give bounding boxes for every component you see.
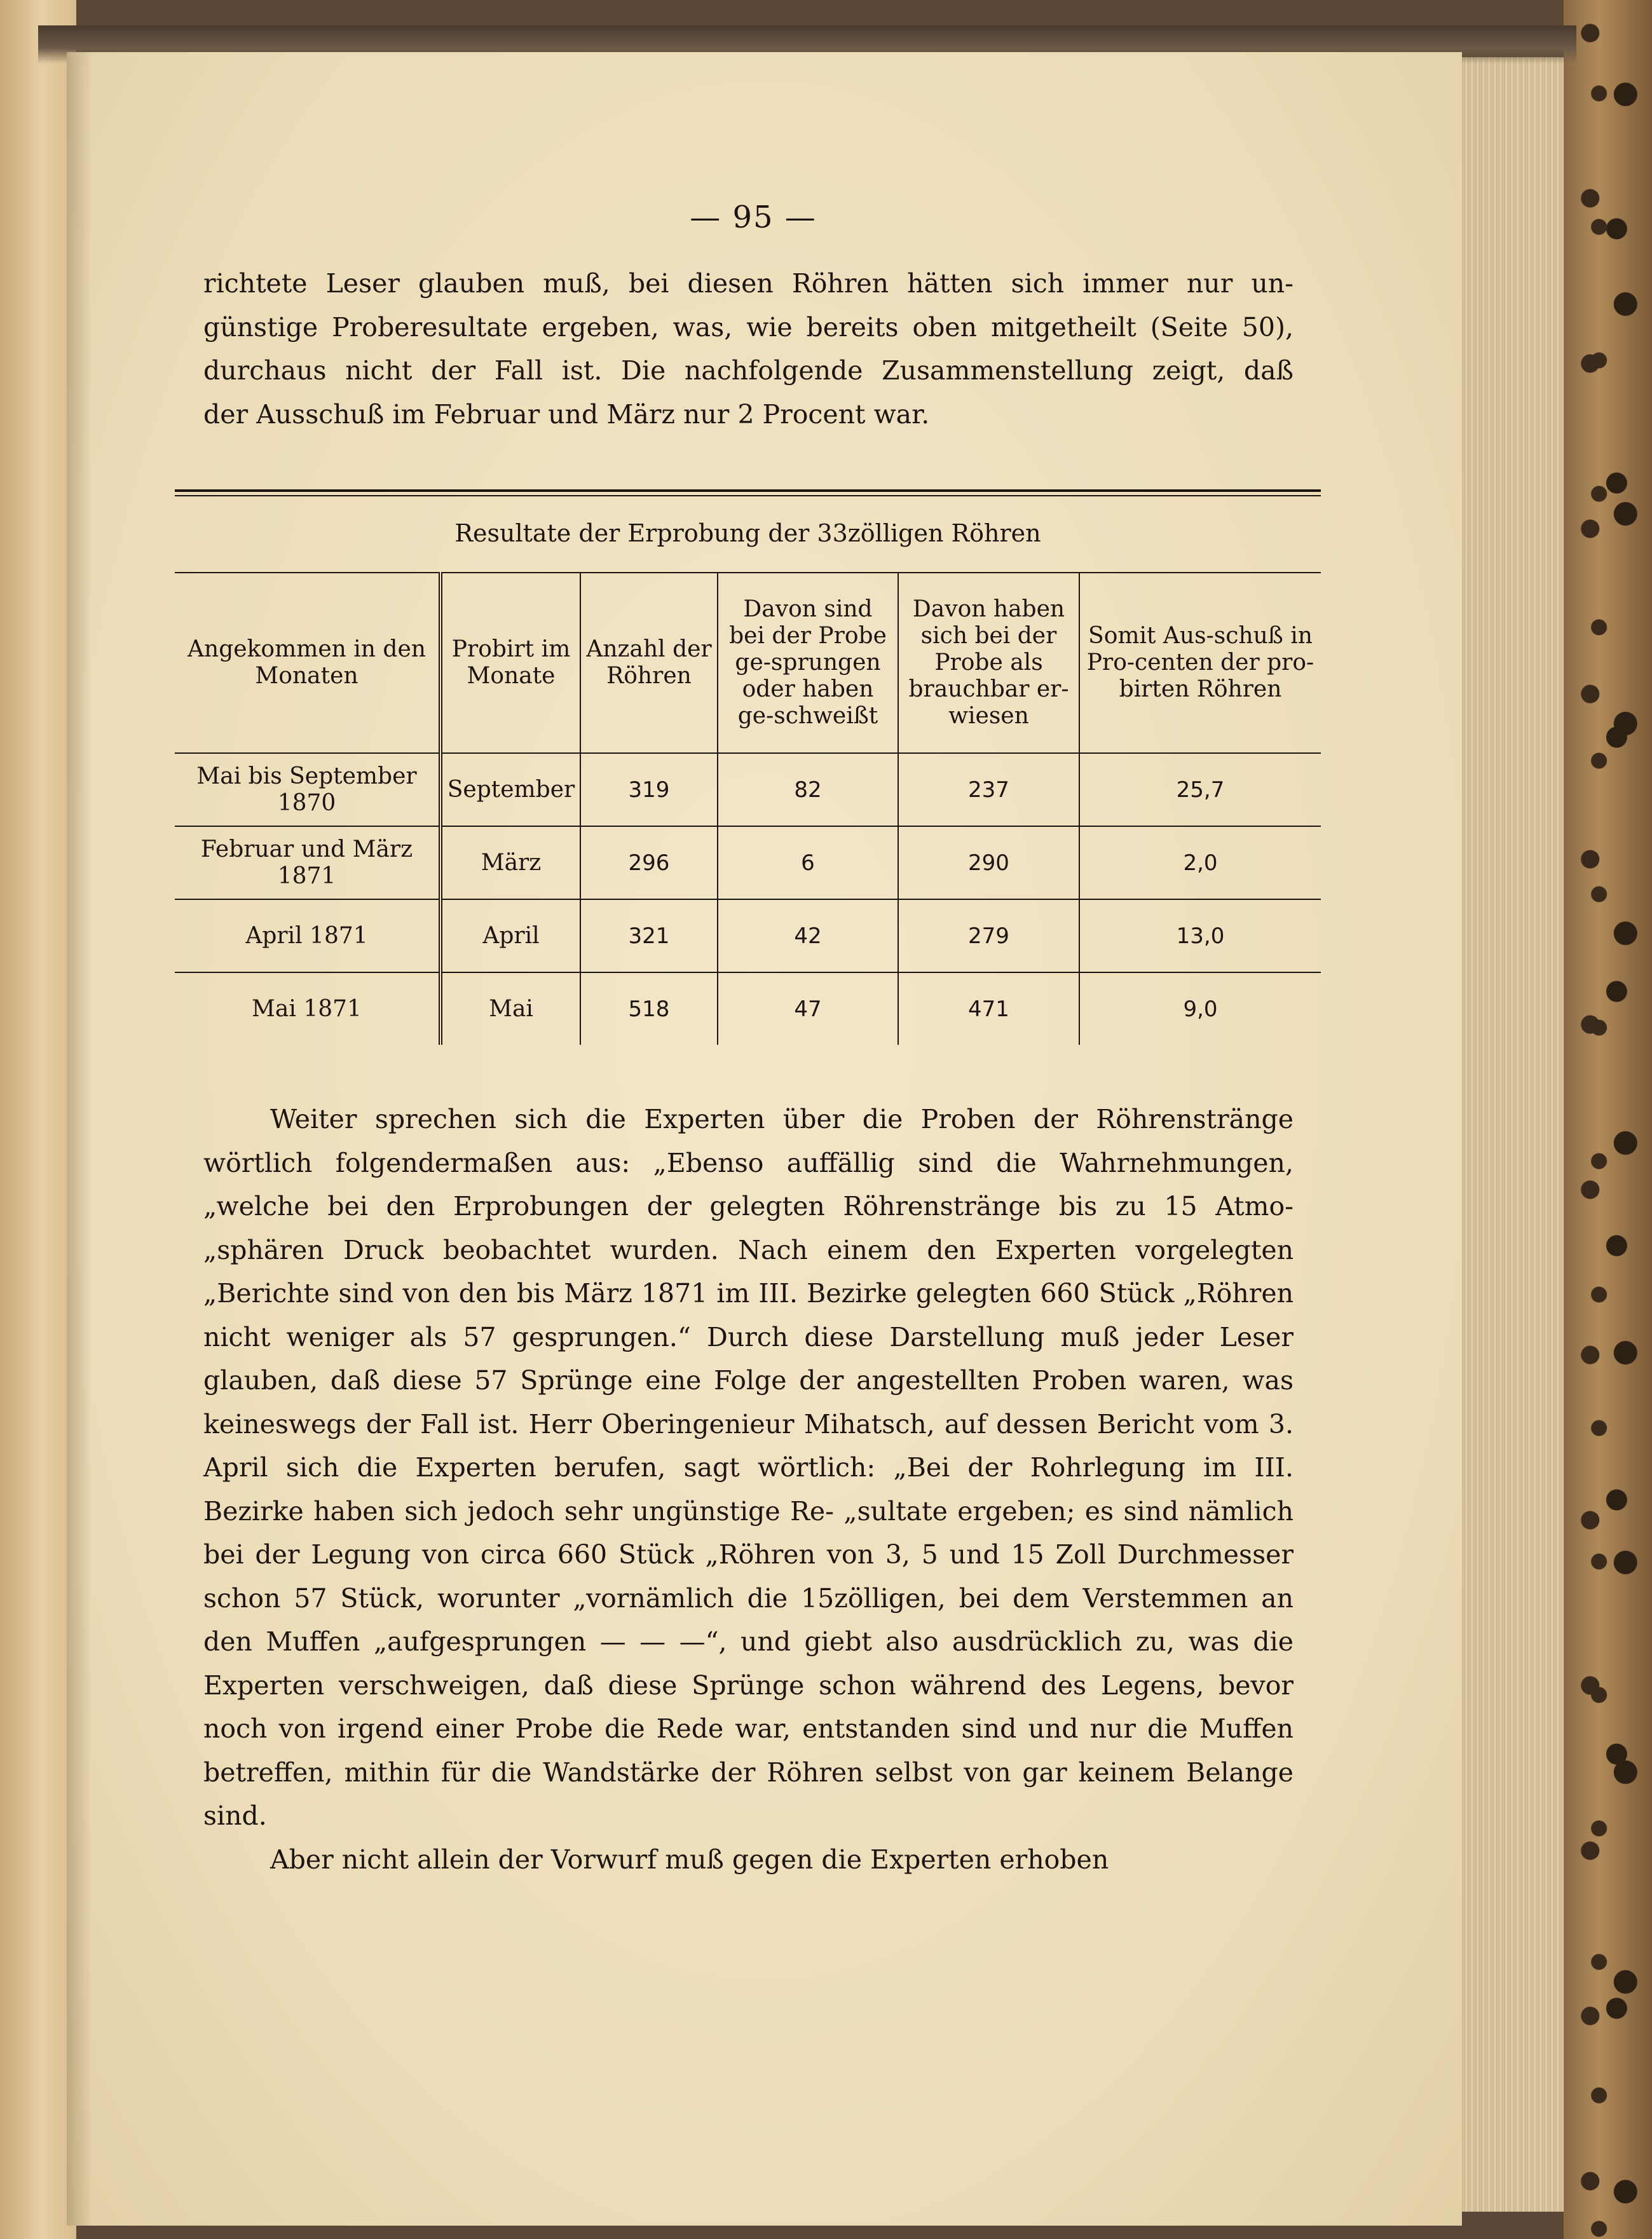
cell-failed: 47 bbox=[718, 972, 898, 1045]
table-row bbox=[175, 899, 1321, 972]
header-usable: Davon haben sich bei der Probe als brauchbar er-wiesen bbox=[898, 573, 1079, 753]
cell-arrived: Mai bis September 1870 bbox=[175, 753, 440, 826]
cell-percent: 9,0 bbox=[1183, 996, 1218, 1022]
header-arrived: Angekommen in den Monaten bbox=[175, 573, 440, 753]
header-tested: Probirt im Monate bbox=[440, 573, 580, 753]
cell-count: 518 bbox=[580, 972, 718, 1045]
cell-failed: 6 bbox=[718, 826, 898, 899]
results-table bbox=[175, 572, 1321, 1045]
table-row bbox=[175, 972, 1321, 1045]
book-cover-edge bbox=[1564, 0, 1652, 2239]
cell-arrived: Mai 1871 bbox=[175, 972, 440, 1045]
cell-percent: 2,0 bbox=[1079, 826, 1321, 899]
gutter-shadow bbox=[67, 52, 92, 2226]
intro-paragraph bbox=[203, 262, 1294, 436]
table-header-row bbox=[175, 573, 1321, 753]
cell-failed: 82 bbox=[718, 753, 898, 826]
cell-percent: 13,0 bbox=[1079, 899, 1321, 972]
header-failed: Davon sind bei der Probe ge-sprungen oder haben ge-schweißt bbox=[718, 573, 898, 753]
cell-arrived: April 1871 bbox=[175, 899, 440, 972]
cell-usable: 290 bbox=[898, 826, 1079, 899]
table-row bbox=[175, 753, 1321, 826]
intro-line: durchaus nicht der Fall ist. Die nachfolgende Zusammenstellung zeigt, daß bbox=[203, 355, 1294, 386]
table-rule bbox=[175, 495, 1321, 496]
cell-count: 321 bbox=[580, 899, 718, 972]
body-text bbox=[203, 1098, 1294, 1881]
header-count: Anzahl der Röhren bbox=[580, 573, 718, 753]
left-page-edge bbox=[0, 0, 76, 2239]
cell-usable: 279 bbox=[898, 899, 1079, 972]
table-title: Resultate der Erprobung der 33zölligen Röhren bbox=[454, 519, 1041, 547]
cell-failed: 42 bbox=[718, 899, 898, 972]
cell-count: 296 bbox=[580, 826, 718, 899]
page-number: — 95 — bbox=[690, 200, 817, 235]
cell-percent: 25,7 bbox=[1079, 753, 1321, 826]
cell-tested: April bbox=[440, 899, 580, 972]
book-page bbox=[67, 52, 1462, 2226]
body-paragraph: Aber nicht allein der Vorwurf muß gegen die Experten erhoben bbox=[270, 1844, 1109, 1875]
cell-arrived: Februar und März 1871 bbox=[175, 826, 440, 899]
intro-line: richtete Leser glauben muß, bei diesen Röhren hätten sich immer nur un- bbox=[203, 268, 1294, 299]
page-block-edges bbox=[1456, 57, 1571, 2212]
header-percent: Somit Aus-schuß in Pro-centen der pro-birten Röhren bbox=[1079, 573, 1321, 753]
cell-tested: Mai bbox=[440, 972, 580, 1045]
table-row bbox=[175, 826, 1321, 899]
cell-usable: 237 bbox=[898, 753, 1079, 826]
cell-tested: September bbox=[440, 753, 580, 826]
cell-count: 319 bbox=[580, 753, 718, 826]
intro-line: der Ausschuß im Februar und März nur 2 Procent war. bbox=[203, 398, 930, 430]
table-rule bbox=[175, 489, 1321, 492]
intro-line: günstige Proberesultate ergeben, was, wie bereits oben mitgetheilt (Seite 50), bbox=[203, 311, 1294, 343]
cell-usable: 471 bbox=[898, 972, 1079, 1045]
cell-tested: März bbox=[440, 826, 580, 899]
body-paragraph: Weiter sprechen sich die Experten über die Proben der Röhrenstränge wörtlich folgendermaßen aus: „Ebenso auffällig sind die Wahrnehmungen, „welche bei den Erprobungen der gelegten Röhrenstränge bis zu 15 Atmo- „sphären Druck beobachtet wurden. Nach einem den Experten vorgelegten „Berichte sind von den bis März 1871 im III. Bezirke gelegten 660 Stück „Röhren nicht weniger als 57 gesprungen.“ Durch diese Darstellung muß jeder Leser glauben, daß diese 57 Sprünge eine Folge der angestellten Proben waren, was keineswegs der Fall ist. Herr Oberingenieur Mihatsch, auf dessen Bericht vom 3. April sich die Experten berufen, sagt wörtlich: „Bei der Rohrlegung im III. Bezirke haben sich jedoch sehr ungünstige Re- „sultate ergeben; es sind nämlich bei der Legung von circa 660 Stück „Röhren von 3, 5 und 15 Zoll Durchmesser schon 57 Stück, worunter „vornämlich die 15zölligen, bei dem Verstemmen an den Muffen „aufgesprungen — — —“, und giebt also ausdrücklich zu, was die Experten verschweigen, daß diese Sprünge schon während des Legens, bevor noch von irgend einer Probe die Rede war, entstanden sind und nur die Muffen betreffen, mithin für die Wandstärke der Röhren selbst von gar keinem Belange sind. bbox=[203, 1104, 1294, 1831]
